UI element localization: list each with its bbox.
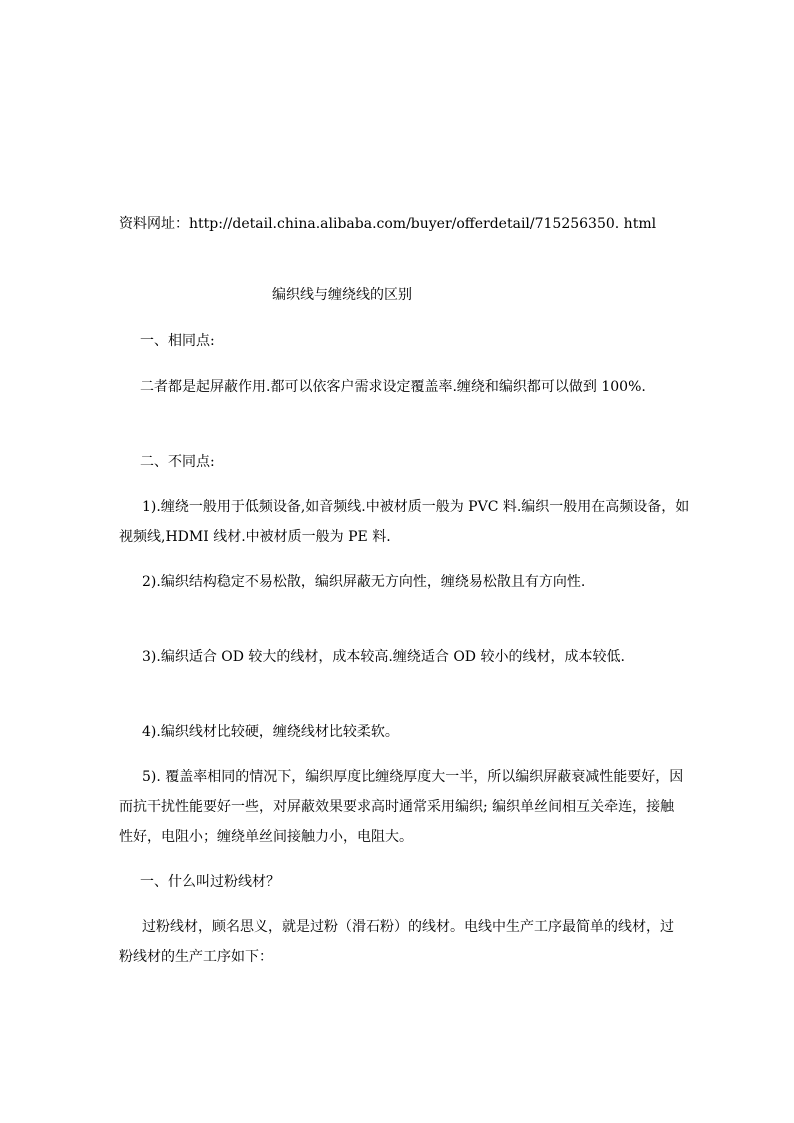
- difference-item-3: 3).编织适合 OD 较大的线材，成本较高.缠绕适合 OD 较小的线材，成本较低.: [142, 649, 625, 665]
- section-heading-similarities: 一、相同点:: [140, 333, 215, 349]
- difference-item-5-line-1: 5). 覆盖率相同的情况下，编织厚度比缠绕厚度大一半，所以编织屏蔽衰减性能要好，因: [142, 769, 684, 785]
- difference-item-5-line-3: 性好，电阻小；缠绕单丝间接触力小，电阻大。: [119, 829, 413, 845]
- difference-item-2: 2).编织结构稳定不易松散，编织屏蔽无方向性，缠绕易松散且有方向性.: [142, 574, 586, 590]
- source-url-line: 资料网址：http://detail.china.alibaba.com/buyer/offerdetail/715256350. html: [119, 216, 657, 232]
- difference-item-4: 4).编织线材比较硬，缠绕线材比较柔软。: [142, 724, 399, 740]
- document-title: 编织线与缠绕线的区别: [272, 287, 412, 303]
- powder-wire-paragraph-line-2: 粉线材的生产工序如下：: [119, 949, 273, 965]
- difference-item-1-line-2: 视频线,HDMI 线材.中被材质一般为 PE 料.: [119, 529, 391, 545]
- section-heading-differences: 二、不同点:: [140, 454, 215, 470]
- section-heading-powder-wire: 一、什么叫过粉线材？: [140, 874, 280, 890]
- difference-item-1-line-1: 1).缠绕一般用于低频设备,如音频线.中被材质一般为 PVC 料.编织一般用在高频设备，如: [142, 499, 690, 515]
- powder-wire-paragraph-line-1: 过粉线材，顾名思义，就是过粉（滑石粉）的线材。电线中生产工序最简单的线材，过: [142, 919, 674, 935]
- similarities-paragraph: 二者都是起屏蔽作用.都可以依客户需求设定覆盖率.缠绕和编织都可以做到 100%.: [140, 379, 646, 395]
- difference-item-5-line-2: 而抗干扰性能要好一些，对屏蔽效果要求高时通常采用编织; 编织单丝间相互关牵连，接触: [119, 799, 675, 815]
